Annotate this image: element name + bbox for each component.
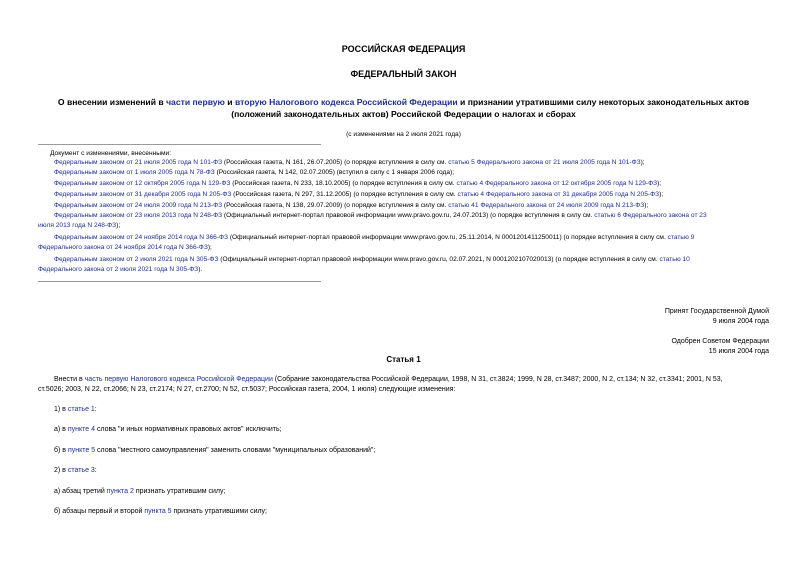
adoption-council-date: 15 июля 2004 года bbox=[708, 348, 769, 355]
change-law-link[interactable]: Федеральным законом от 31 декабря 2005 года N 205-ФЗ bbox=[54, 191, 232, 198]
change-article-link[interactable]: статью 9 bbox=[667, 234, 695, 241]
title-link-part-one[interactable]: части первую bbox=[166, 97, 225, 107]
divider-top bbox=[38, 144, 321, 145]
article-point-1: 1) в статье 1: bbox=[54, 406, 97, 413]
change-law-link[interactable]: Федеральным законом от 1 июля 2005 года N 78-ФЗ bbox=[54, 169, 215, 176]
point-5-link[interactable]: пункта 5 bbox=[144, 508, 172, 515]
article-heading: Статья 1 bbox=[386, 355, 421, 364]
law-type-heading: ФЕДЕРАЛЬНЫЙ ЗАКОН bbox=[350, 69, 457, 79]
divider-bottom bbox=[38, 281, 321, 282]
article-subpoint-a: а) в пункте 4 слова "и иных нормативных правовых актов" исключить; bbox=[54, 426, 282, 433]
article-intro: Внести в часть первую Налогового кодекса Российской Федерации (Собрание законодательства Российской Федерации, 1998, N 31, ст.3824; 1999, N 28, ст.3487; 2000, N 2, ст.134; N 32, ст.3341; 2001, N 53, bbox=[54, 376, 723, 383]
item-4-link[interactable]: пункте 4 bbox=[67, 426, 95, 433]
adoption-council: Одобрен Советом Федерации bbox=[671, 338, 769, 345]
article-2-subpoint-b: б) абзацы первый и второй пункта 5 признать утратившими силу; bbox=[54, 508, 268, 515]
article-2-subpoint-a: а) абзац третий пункта 2 признать утратившим силу; bbox=[54, 488, 226, 495]
change-article-link[interactable]: статью 4 Федерального закона от 31 декабря 2005 года N 205-ФЗ bbox=[457, 191, 660, 198]
change-article-link-cont[interactable]: Федерального закона от 24 ноября 2014 года N 366-ФЗ bbox=[38, 244, 208, 251]
adoption-duma-date: 9 июля 2004 года bbox=[712, 318, 769, 325]
item-5-link[interactable]: пункте 5 bbox=[67, 447, 96, 454]
change-article-link-cont[interactable]: Федерального закона от 2 июля 2021 года N 305-ФЗ bbox=[38, 266, 199, 273]
title-text-3: и признании утратившими силу некоторых законодательных актов bbox=[457, 97, 750, 107]
change-item: Федеральным законом от 21 июля 2005 года N 101-ФЗ (Российская газета, N 161, 26.07.2005) (о порядке вступления в силу см. статью 5 Федерального закона от 21 июля 2005 года N 101-ФЗ); bbox=[54, 159, 645, 166]
article-3-link[interactable]: статье 3 bbox=[67, 467, 95, 474]
change-law-link[interactable]: Федеральным законом от 24 ноября 2014 года N 366-ФЗ bbox=[54, 234, 229, 241]
article-subpoint-b: б) в пункте 5 слова "местного самоуправления" заменить словами "муниципальных образований"; bbox=[54, 447, 376, 454]
change-article-link[interactable]: статью 41 Федерального закона от 24 июля 2009 года N 213-ФЗ bbox=[448, 202, 645, 209]
country-heading: РОССИЙСКАЯ ФЕДЕРАЦИЯ bbox=[341, 44, 466, 54]
changes-intro: Документ с изменениями, внесенными: bbox=[50, 150, 172, 157]
article-intro-line2: ст.5026; 2003, N 22, ст.2066; N 23, ст.2174; N 27, ст.2700; N 52, ст.5037; Российская газета, 2004, 1 июля) следующие изменения: bbox=[38, 386, 456, 393]
change-law-link[interactable]: Федеральным законом от 24 июля 2009 года N 213-ФЗ bbox=[54, 202, 223, 209]
change-item: Федеральным законом от 12 октября 2005 года N 129-ФЗ (Российская газета, N 233, 18.10.2005) (о порядке вступления в силу см. статью 4 Федерального закона от 12 октября 2005 года N 129-ФЗ); bbox=[54, 180, 662, 187]
article-1-link[interactable]: статье 1 bbox=[67, 406, 95, 413]
change-article-link[interactable]: статью 6 Федерального закона от 23 bbox=[594, 212, 707, 219]
change-item: Федеральным законом от 24 ноября 2014 года N 366-ФЗ (Официальный интернет-портал правовой информации www.pravo.gov.ru, 25.11.2014, N 0001201411250011) (о порядке вступления в силу см. статью 9 bbox=[54, 234, 695, 241]
change-item: Федеральным законом от 23 июля 2013 года N 248-ФЗ (Официальный интернет-портал правовой информации www.pravo.gov.ru, 24.07.2013) (о порядке вступления в силу см. статью 6 Федерального закона от 23 bbox=[54, 212, 707, 219]
document-title bbox=[0, 97, 807, 107]
change-law-link[interactable]: Федеральным законом от 2 июля 2021 года N 305-ФЗ bbox=[54, 256, 219, 263]
point-2-link[interactable]: пункта 2 bbox=[106, 488, 134, 495]
tax-code-part-one-link[interactable]: часть первую Налогового кодекса Российской Федерации bbox=[84, 376, 273, 383]
title-link-tax-code[interactable]: вторую Налогового кодекса Российской Федерации bbox=[234, 97, 458, 107]
change-law-link[interactable]: Федеральным законом от 23 июля 2013 года N 248-ФЗ bbox=[54, 212, 223, 219]
title-text-2: и bbox=[224, 97, 235, 107]
change-item: Федеральным законом от 24 июля 2009 года N 213-ФЗ (Российская газета, N 138, 29.07.2009) (о порядке вступления в силу см. статью 41 Федерального закона от 24 июля 2009 года N 213-ФЗ); bbox=[54, 202, 649, 209]
change-item: Федеральным законом от 2 июля 2021 года N 305-ФЗ (Официальный интернет-портал правовой информации www.pravo.gov.ru, 02.07.2021, N 0001202107020013) (о порядке вступления в силу см. статью 10 bbox=[54, 256, 690, 263]
change-article-link[interactable]: статью 4 Федерального закона от 12 октября 2005 года N 129-ФЗ bbox=[456, 180, 658, 187]
change-item: Федеральным законом от 31 декабря 2005 года N 205-ФЗ (Российская газета, N 297, 31.12.2005) (о порядке вступления в силу см. статью 4 Федерального закона от 31 декабря 2005 года N 205-ФЗ); bbox=[54, 191, 664, 198]
change-article-link-cont[interactable]: июля 2013 года N 248-ФЗ bbox=[38, 222, 117, 229]
document-title-line2: (положений законодательных актов) Российской Федерации о налогах и сборах bbox=[231, 109, 576, 119]
change-article-link[interactable]: статью 5 Федерального закона от 21 июля 2005 года N 101-ФЗ bbox=[448, 159, 641, 166]
change-item: Федеральным законом от 1 июля 2005 года N 78-ФЗ (Российская газета, N 142, 02.07.2005) (вступил в силу с 1 января 2006 года); bbox=[54, 169, 455, 176]
change-item-cont: Федерального закона от 2 июля 2021 года N 305-ФЗ). bbox=[38, 266, 203, 273]
change-article-link[interactable]: статью 10 bbox=[659, 256, 690, 263]
edition-note: (с изменениями на 2 июля 2021 года) bbox=[346, 131, 461, 138]
change-item-cont: Федерального закона от 24 ноября 2014 года N 366-ФЗ); bbox=[38, 244, 212, 251]
change-law-link[interactable]: Федеральным законом от 21 июля 2005 года N 101-ФЗ bbox=[54, 159, 223, 166]
change-law-link[interactable]: Федеральным законом от 12 октября 2005 года N 129-ФЗ bbox=[54, 180, 231, 187]
adoption-duma: Принят Государственной Думой bbox=[664, 308, 769, 315]
article-point-2: 2) в статье 3: bbox=[54, 467, 97, 474]
change-item-cont: июля 2013 года N 248-ФЗ); bbox=[38, 222, 121, 229]
title-text-1: О внесении изменений в bbox=[57, 97, 167, 107]
